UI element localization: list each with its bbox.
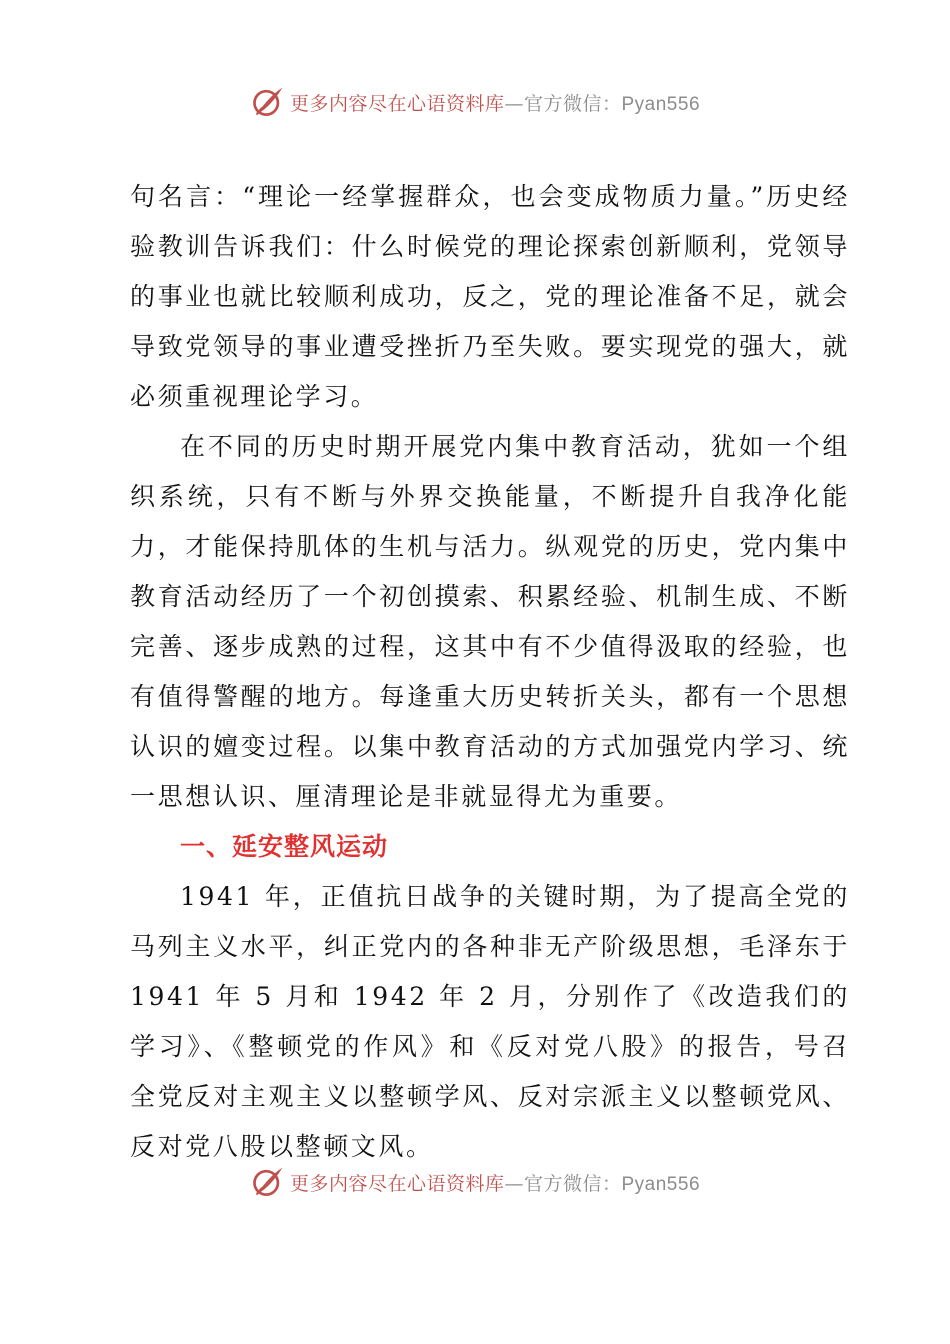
footer-banner-label: —官方微信： — [504, 1172, 622, 1195]
header-banner-text — [290, 89, 700, 116]
footer-banner-inner — [250, 1164, 700, 1200]
header-banner-inner — [250, 84, 700, 120]
quill-pen-circle-icon — [250, 84, 286, 120]
header-banner-site: 更多内容尽在心语资料库 — [289, 92, 505, 115]
paragraph-1: 句名言：“理论一经掌握群众，也会变成物质力量。”历史经验教训告诉我们：什么时候党的理论探索创新顺利，党领导的事业也就比较顺利成功，反之，党的理论准备不足，就会导致党领导的事业遭受挫折乃至失败。要实现党的强大，就必须重视理论学习。 — [130, 182, 850, 411]
section-heading-1: 一、延安整风运动 — [180, 832, 389, 861]
header-banner-wechat-id: Pyan556 — [621, 93, 701, 115]
paragraph-2: 在不同的历史时期开展党内集中教育活动，犹如一个组织系统，只有不断与外界交换能量，不断提升自我净化能力，才能保持肌体的生机与活力。纵观党的历史，党内集中教育活动经历了一个初创摸索、积累经验、机制生成、不断完善、逐步成熟的过程，这其中有不少值得汲取的经验，也有值得警醒的地方。每逢重大历史转折关头，都有一个思想认识的嬗变过程。以集中教育活动的方式加强党内学习、统一思想认识、厘清理论是非就显得尤为重要。 — [130, 432, 850, 811]
footer-banner — [0, 1162, 950, 1202]
document-body — [130, 172, 850, 1172]
header-banner-label: —官方微信： — [504, 92, 622, 115]
footer-banner-wechat-id: Pyan556 — [621, 1173, 701, 1195]
footer-banner-text — [290, 1169, 700, 1196]
quill-pen-circle-icon — [250, 1164, 286, 1200]
header-banner — [0, 82, 950, 122]
paragraph-3: 1941 年，正值抗日战争的关键时期，为了提高全党的马列主义水平，纠正党内的各种非无产阶级思想，毛泽东于 1941 年 5 月和 1942 年 2 月，分别作了《改造我们的学习》、《整顿党的作风》和《反对党八股》的报告，号召全党反对主观主义以整顿学风、反对宗派主义以整顿党风、反对党八股以整顿文风。 — [130, 882, 850, 1161]
footer-banner-site: 更多内容尽在心语资料库 — [289, 1172, 505, 1195]
